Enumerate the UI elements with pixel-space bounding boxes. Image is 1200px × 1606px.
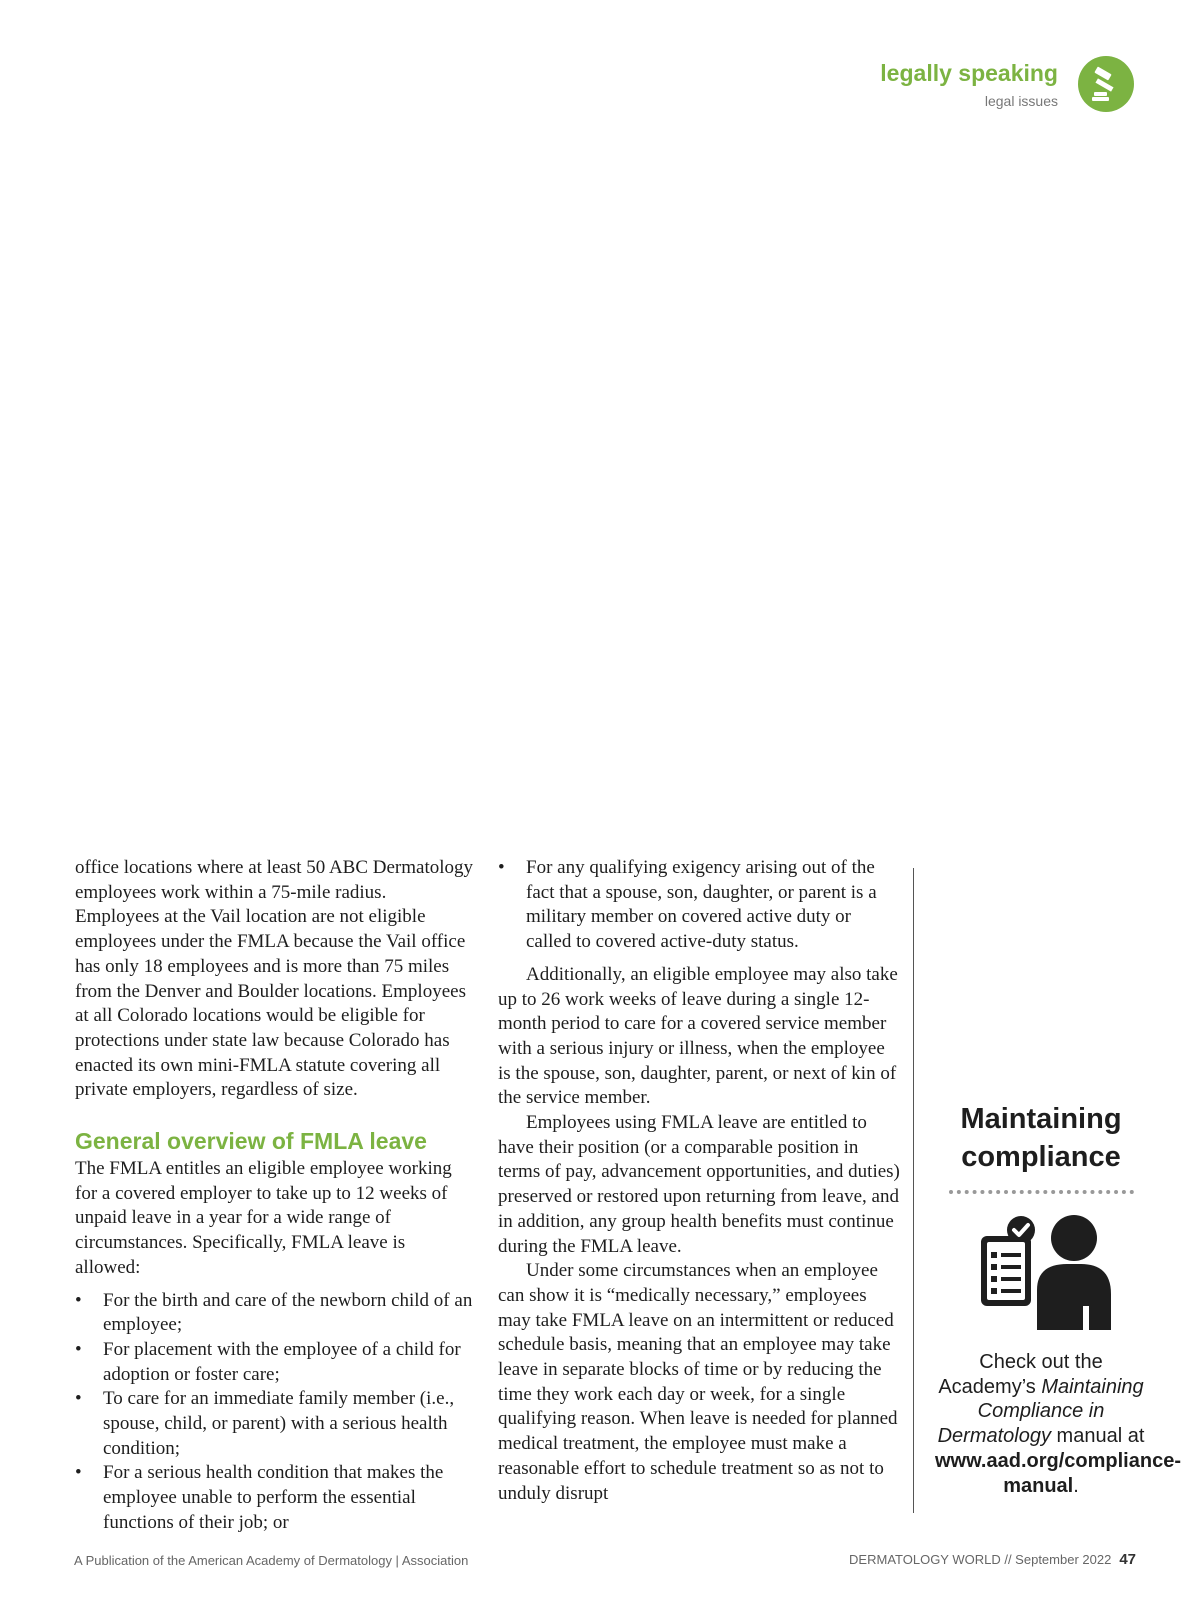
dotted-divider [949,1190,1134,1194]
list-item: • For any qualifying exigency arising out of the fact that a spouse, son, daughter, or parent is a military member on covered active duty or called to covered active-duty status. [498,856,900,955]
footer-issue-text: DERMATOLOGY WORLD // September 2022 [849,1552,1112,1567]
sidebar-text-after: manual at [1056,1425,1145,1448]
person-checklist-icon [971,1212,1111,1330]
paragraph: Employees using FMLA leave are entitled to have their position (or a comparable position in terms of pay, advancement opportunities, and duties) preserved or restored upon returning from leave, and in addition, any group health benefits must continue during the FMLA leave. [498,1112,900,1257]
list-item: • For a serious health condition that makes the employee unable to perform the essential functions of their job; or [75,1461,475,1535]
footer-issue [849,1551,1136,1568]
list-item: • To care for an immediate family member (i.e., spouse, child, or parent) with a serious health condition; [75,1387,475,1461]
sidebar-text [935,1350,1181,1498]
section-subheading: General overview of FMLA leave [75,1128,427,1155]
middle-column [498,856,900,1506]
footer-publisher: A Publication of the American Academy of Dermatology | Association [74,1553,469,1568]
manual-title: Maintaining Compliance in Dermatology [937,1375,1144,1448]
leave-reasons-list [75,1289,475,1536]
list-item: • For placement with the employee of a child for adoption or foster care; [75,1338,475,1387]
left-column [75,856,475,1536]
section-subtitle: legal issues [984,93,1058,109]
section-title: legally speaking [880,60,1058,86]
sidebar-title: Maintaining compliance [960,1103,1122,1173]
gavel-icon [1078,56,1134,112]
compliance-manual-link[interactable]: www.aad.org/compliance-manual [935,1449,1181,1497]
sidebar-divider [913,868,914,1513]
list-item: • For the birth and care of the newborn child of an employee; [75,1289,475,1338]
paragraph: Additionally, an eligible employee may also take up to 26 work weeks of leave during a single 12-month period to care for a covered service member with a serious injury or illness, when the employee is the spouse, son, daughter, parent, or next of kin of the service member. [498,963,898,1109]
intro-paragraph: office locations where at least 50 ABC Dermatology employees work within a 75-mile radius. Employees at the Vail location are not eligible employees under the FMLA because the Vail office has only 18 employees and is more than 75 miles from the Denver and Boulder locations. Employees at all Colorado locations would be eligible for protections under state law because Colorado has enacted its own mini-FMLA statute covering all private employers, regardless of size. [75,857,474,1101]
page-header [734,56,1134,112]
sidebar-text-end: . [1073,1474,1079,1497]
leave-reasons-list-continued [498,856,900,955]
overview-paragraph: The FMLA entitles an eligible employee working for a covered employer to take up to 12 weeks of unpaid leave in a year for a wide range of circumstances. Specifically, FMLA leave is allowed: [75,1158,452,1278]
page-number: 47 [1119,1551,1136,1568]
paragraph: Under some circumstances when an employee can show it is “medically necessary,” employees may take FMLA leave on an intermittent or reduced schedule basis, meaning that an employee may take leave in separate blocks of time or by reducing the time they work each day or week, for a single qualifying reason. When leave is needed for planned medical treatment, the employee must make a reasonable effort to schedule treatment so as not to unduly disrupt [498,1260,898,1504]
sidebar-text-before: Check out the Academy’s [938,1351,1103,1398]
sidebar [935,1100,1181,1498]
